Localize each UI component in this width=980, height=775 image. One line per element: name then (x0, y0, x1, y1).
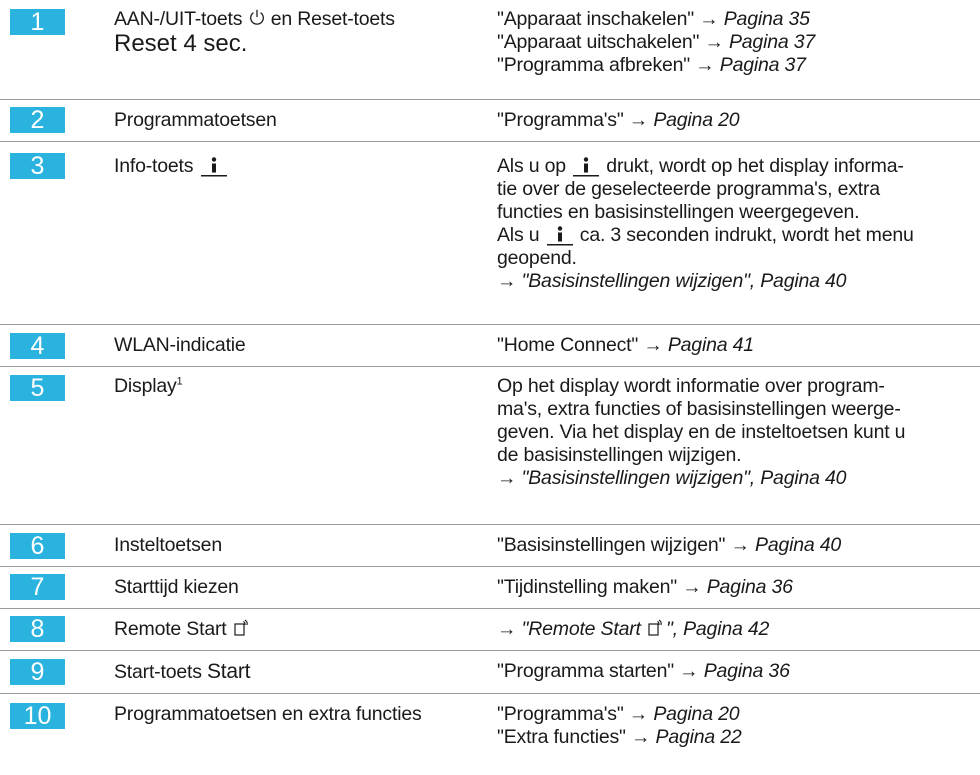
table-row (0, 325, 980, 367)
item-label: Starttijd kiezen (114, 576, 239, 598)
item-number-badge: 5 (10, 375, 65, 401)
item-description (497, 703, 742, 749)
item-number-badge: 7 (10, 574, 65, 600)
table-row (0, 567, 980, 609)
item-label: Start-toets Start (114, 660, 251, 683)
item-number-badge: 4 (10, 333, 65, 359)
item-description (497, 8, 815, 77)
item-number-badge: 8 (10, 616, 65, 642)
page-reference[interactable]: → "Basisinstellingen wijzigen", Pagina 40 (497, 270, 847, 292)
table-row (0, 609, 980, 651)
table-row (0, 651, 980, 694)
info-setup-icon (571, 156, 601, 178)
page-reference[interactable]: "Programma's" → Pagina 20 (497, 703, 740, 725)
item-description (497, 618, 769, 641)
item-description: Op het display wordt informatie over program- ma's, extra functies of basisinstellingen weerge- geven. Via het display en de insteltoetsen kunt u de basisinstellingen wijzigen. → "Basisinstellingen wijzigen", Pagina 40 (497, 375, 906, 489)
item-number-badge: 2 (10, 107, 65, 133)
info-setup-icon (199, 156, 229, 178)
item-description: Als u op drukt, wordt op het display informa- tie over de geselecteerde programma's, extra functies en basisinstellingen weergegeven. Als u ca. 3 seconden indrukt, wordt het menu geopend. → "Basisinstellingen wijzigen", Pagina 40 (497, 155, 914, 292)
reset-label: Reset 4 sec. (114, 30, 248, 57)
item-label: Insteltoetsen (114, 534, 222, 556)
item-description (497, 576, 793, 599)
power-icon (248, 8, 266, 26)
page-reference[interactable]: "Apparaat inschakelen" → Pagina 35 (497, 8, 810, 30)
table-row (0, 694, 980, 775)
page-reference[interactable]: "Programma afbreken" → Pagina 37 (497, 54, 806, 76)
page-reference[interactable]: "Programma starten" → Pagina 36 (497, 660, 790, 682)
remote-start-icon (232, 618, 252, 638)
item-label: AAN-/UIT-toets en Reset-toets Reset 4 sec. (114, 8, 395, 57)
remote-start-icon (646, 618, 666, 638)
item-description (497, 109, 739, 132)
item-number-badge: 6 (10, 533, 65, 559)
table-row (0, 367, 980, 525)
page-reference[interactable]: "Extra functies" → Pagina 22 (497, 726, 742, 748)
table-row (0, 525, 980, 567)
item-label: Programmatoetsen en extra functies (114, 703, 422, 725)
item-label: Remote Start (114, 618, 252, 641)
page-reference[interactable]: "Home Connect" → Pagina 41 (497, 334, 754, 356)
item-number-badge: 9 (10, 659, 65, 685)
item-number-badge: 10 (10, 703, 65, 729)
item-label: Display$^1$ (114, 375, 183, 397)
item-label: Programmatoetsen (114, 109, 277, 131)
table-row (0, 142, 980, 325)
start-key-label: Start (206, 660, 251, 683)
page-reference[interactable]: "Apparaat uitschakelen" → Pagina 37 (497, 31, 815, 53)
item-label: WLAN-indicatie (114, 334, 246, 356)
table-row (0, 100, 980, 142)
page-reference[interactable]: "Tijdinstelling maken" → Pagina 36 (497, 576, 793, 598)
footnote-marker: 1 (176, 375, 183, 388)
page-reference[interactable]: → "Remote Start ", Pagina 42 (497, 618, 770, 640)
item-description (497, 534, 841, 557)
page-reference[interactable]: "Programma's" → Pagina 20 (497, 109, 740, 131)
page-reference[interactable]: "Basisinstellingen wijzigen" → Pagina 40 (497, 534, 842, 556)
item-description (497, 660, 790, 683)
item-description (497, 334, 754, 357)
item-label: Info-toets (114, 155, 229, 178)
item-number-badge: 1 (10, 9, 65, 35)
item-number-badge: 3 (10, 153, 65, 179)
table-row (0, 0, 980, 100)
info-setup-icon (545, 225, 575, 247)
page-reference[interactable]: → "Basisinstellingen wijzigen", Pagina 40 (497, 467, 847, 489)
